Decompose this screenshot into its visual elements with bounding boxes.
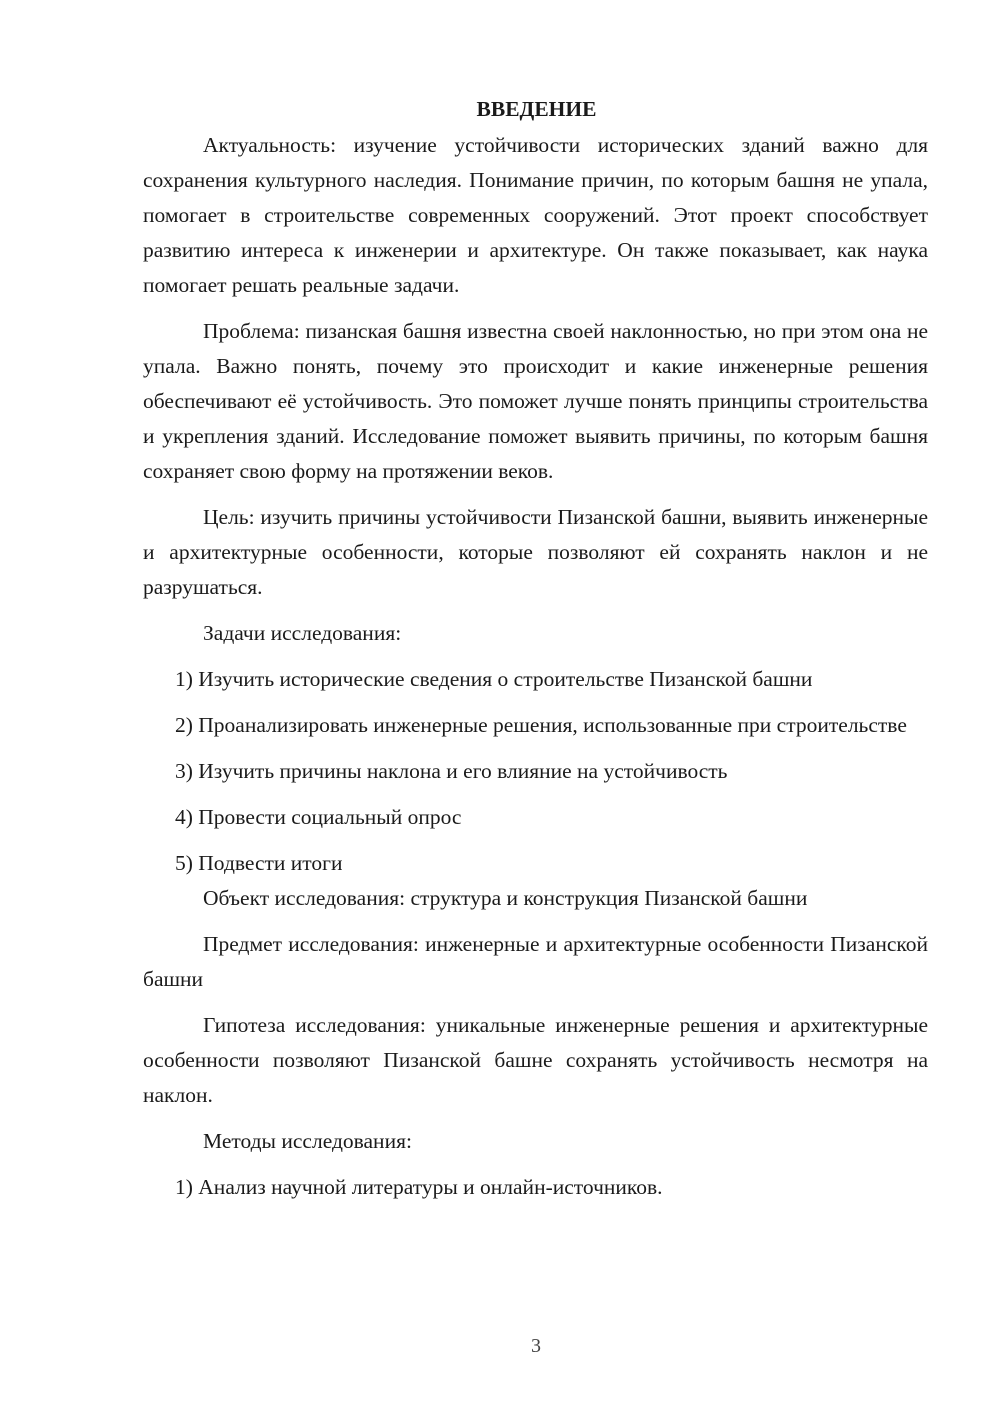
subject-paragraph: Предмет исследования: инженерные и архитектурные особенности Пизанской башни	[143, 932, 928, 991]
methods-heading: Методы исследования:	[203, 1129, 412, 1153]
method-item: 1) Анализ научной литературы и онлайн-источников.	[175, 1175, 663, 1199]
task-item: 3) Изучить причины наклона и его влияние на устойчивость	[175, 759, 728, 783]
document-page	[143, 92, 928, 1216]
task-item: 4) Провести социальный опрос	[175, 805, 462, 829]
task-item: 2) Проанализировать инженерные решения, использованные при строительстве	[175, 713, 907, 737]
page-title: ВВЕДЕНИЕ	[476, 97, 597, 121]
task-item: 1) Изучить исторические сведения о строительстве Пизанской башни	[175, 667, 813, 691]
problem-paragraph: Проблема: пизанская башня известна своей наклонностью, но при этом она не упала. Важно понять, почему это происходит и какие инженерные решения обеспечивают её устойчивость. Это поможет лучше понять принципы строительства и укрепления зданий. Исследование поможет выявить причины, по которым башня сохраняет свою форму на протяжении веков.	[143, 319, 928, 483]
goal-paragraph: Цель: изучить причины устойчивости Пизанской башни, выявить инженерные и архитектурные особенности, которые позволяют ей сохранять наклон и не разрушаться.	[143, 505, 928, 599]
tasks-heading: Задачи исследования:	[203, 621, 402, 645]
page-number: 3	[531, 1335, 541, 1357]
hypothesis-paragraph: Гипотеза исследования: уникальные инженерные решения и архитектурные особенности позволяют Пизанской башне сохранять устойчивость несмотря на наклон.	[143, 1013, 928, 1107]
object-paragraph: Объект исследования: структура и конструкция Пизанской башни	[203, 886, 808, 910]
task-item: 5) Подвести итоги	[175, 851, 343, 875]
relevance-paragraph: Актуальность: изучение устойчивости исторических зданий важно для сохранения культурного наследия. Понимание причин, по которым башня не упала, помогает в строительстве современных сооружений. Этот проект способствует развитию интереса к инженерии и архитектуре. Он также показывает, как наука помогает решать реальные задачи.	[143, 133, 928, 297]
